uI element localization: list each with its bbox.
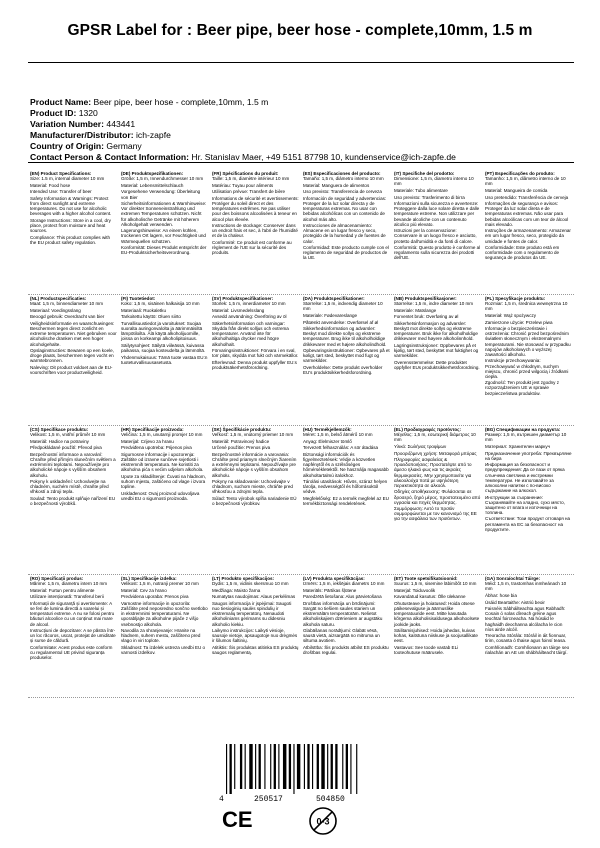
spec-band bbox=[28, 575, 574, 698]
spec-line: Avsedd användning: Överföring av öl bbox=[212, 314, 287, 320]
spec-heading: (EN) Product Specifications: bbox=[30, 171, 92, 176]
spec-band bbox=[28, 426, 574, 575]
spec-line: Dimensione: 1,5 m, diametro interno 10 mm bbox=[394, 176, 474, 187]
spec-line: Instrukcje przechowywania: Przechowywać w chłodnym, suchym miejscu, chronić przed wilgocią i źródłami ciepła. bbox=[485, 358, 569, 379]
ean-barcode bbox=[216, 742, 386, 804]
barcode-bar bbox=[327, 744, 328, 789]
barcode-bar bbox=[240, 744, 242, 789]
spec-line: Materiaali: Ruokaletku bbox=[121, 307, 166, 313]
page-title: GPSR Label for : Beer pipe, beer hose - complete,10mm, 1.5 m bbox=[67, 22, 533, 39]
ce-mark-icon bbox=[222, 806, 254, 830]
spec-line: Storlek: 1,5 m, innerdiameter 10 mm bbox=[212, 301, 286, 307]
spec-line: Matériau: Tuyau pour aliments bbox=[212, 182, 274, 188]
spec-block bbox=[210, 170, 301, 294]
barcode-bar bbox=[249, 744, 252, 789]
spec-line: Material: Furtun pentru alimente bbox=[30, 587, 95, 593]
spec-line: Säilitamisjuhised: Hoida jahedas, kuivas kohas, kaitstuna niiskuse ja soojusallikate eest. bbox=[394, 628, 478, 644]
spec-line: Beoogd gebruik: Overdracht van bier bbox=[30, 314, 105, 320]
product-name-value: Beer pipe, beer hose - complete,10mm, 1.5 m bbox=[93, 97, 269, 107]
spec-line: Materjal: Toiduvoolik bbox=[394, 587, 436, 593]
spec-block bbox=[28, 426, 119, 574]
spec-line: Koko: 1,5 m, sisäinen halkaisija 10 mm bbox=[121, 301, 200, 307]
spec-line: Zamierzone użycie: Przelew piwa bbox=[485, 319, 553, 325]
variation-row bbox=[30, 119, 580, 130]
spec-block bbox=[483, 170, 574, 294]
spec-block bbox=[301, 426, 392, 574]
spec-heading: (HU) Termékjellemzők: bbox=[303, 427, 352, 432]
product-info bbox=[30, 97, 580, 163]
spec-line: Upute za skladištenje: Čuvati na hladnom, suhom mjestu, zaštićeno od vlage i izvora topline. bbox=[121, 474, 206, 490]
spec-heading: (ET) Toote spetsifikatsioonid: bbox=[394, 576, 458, 581]
spec-line: Tárolási utasítások: Hűvös, száraz helyen tárolja, nedvességtől és hőforrásoktól védve. bbox=[303, 479, 388, 495]
spec-line: Uso pretendido: Transferência de cerveja bbox=[485, 194, 569, 200]
spec-block bbox=[483, 295, 574, 425]
spec-line: Conformità: Questo prodotto è conforme al regolamento sulla sicurezza dei prodotti dell'UE. bbox=[394, 245, 481, 261]
spec-line: Material: Mangueira de comida bbox=[485, 187, 548, 193]
spec-line: Instructions de stockage: Conserver dans un endroit frais et sec, à l'abri de l'humidité et de la chaleur. bbox=[212, 223, 298, 239]
spec-line: Instrucțiuni de depozitare: A se păstra într-un loc răcoros, uscat, protejat de umiditate și surse de căldură. bbox=[30, 628, 116, 644]
barcode-bar bbox=[255, 744, 256, 789]
spec-line: Veľkosť: 1,5 m, vnútorný priemer 10 mm bbox=[212, 432, 294, 438]
spec-line: Съответствие: Този продукт отговаря на регламента на ЕС за безопасност на продуктите. bbox=[485, 516, 571, 532]
spec-block bbox=[483, 575, 574, 697]
spec-line: Pokyny k uskladnění: Uchovávejte na chladném, suchém místě, chraňte před vlhkostí a zdroji tepla. bbox=[30, 479, 109, 495]
barcode-digit-left: 4 bbox=[219, 795, 224, 804]
spec-block bbox=[392, 295, 483, 425]
spec-line: Material: Lebensmittelschlauch bbox=[121, 182, 184, 188]
spec-line: Skladnost: Ta izdelek ustreza uredbi EU o varnosti izdelkov. bbox=[121, 645, 206, 656]
spec-block bbox=[119, 575, 210, 697]
country-label: Country of Origin: bbox=[30, 141, 104, 151]
spec-block bbox=[119, 170, 210, 294]
spec-line: Πληροφορίες ασφαλείας & προειδοποιήσεις: Προστατέψτε από το άμεσο ηλιακό φως και τις ακραίες θερμοκρασίες. Μην χρησιμοποιείτε για αλκοολούχα ποτά με υψηλότερη περιεκτικότητα σε αλκοόλ. bbox=[394, 457, 472, 488]
spec-block bbox=[301, 575, 392, 697]
spec-line: Atbilstība: Šis produkts atbilst ES produktu drošības regulai. bbox=[303, 645, 389, 656]
spec-line: Conformité: Ce produit est conforme au règlement de l'UE sur la sécurité des produits. bbox=[212, 240, 292, 256]
spec-heading: (NB) Produktspesifikasjoner: bbox=[394, 296, 457, 301]
barcode-bar bbox=[234, 744, 235, 789]
spec-line: Opslaginstructies: Bewaren op een koele, droge plaats, beschermen tegen vocht en warmtebronnen. bbox=[30, 348, 114, 364]
spec-line: Numatytas naudojimas: Alaus perkėlimas bbox=[212, 594, 296, 600]
spec-line: Maat: 1,5 m, binnendiameter 10 mm bbox=[30, 301, 104, 307]
barcode-bar bbox=[264, 744, 265, 789]
spec-line: Paredzētā lietošana: Alus pārvietošana bbox=[303, 594, 382, 600]
spec-heading: (SL) Specifikacije izdelka: bbox=[121, 576, 177, 581]
spec-line: Påtænkt anvendelse: Overførsel af øl bbox=[303, 319, 379, 325]
barcode-bar bbox=[289, 744, 291, 789]
spec-line: Soulad: Tento produkt splňuje nařízení EU o bezpečnosti výrobků. bbox=[30, 496, 116, 507]
manufacturer-row bbox=[30, 130, 580, 141]
barcode-bar bbox=[274, 744, 276, 789]
spec-block bbox=[119, 295, 210, 425]
spec-line: Suurus: 1,5 m, sisemine läbimõõt 10 mm bbox=[394, 581, 477, 587]
spec-line: Opbevaringsinstruktioner: Opbevares på et køligt, tørt sted, beskyttet mod fugt og varmekilder. bbox=[303, 348, 390, 364]
spec-heading: (NL) Productspecificaties: bbox=[30, 296, 87, 301]
spec-line: Sigurnosne informacije i upozorenja: Zaštitite od izravne sunčeve svjetlosti i ekstremnih temperatura. Ne koristiti za alkoholna pića s većim udjelom alkohola. bbox=[121, 452, 204, 473]
spec-line: Zgodność: Ten produkt jest zgodny z rozporządzeniem UE w sprawie bezpieczeństwa produktów. bbox=[485, 380, 559, 396]
spec-line: Kavandatud kasutus: Õlle ülekanne bbox=[394, 594, 466, 600]
spec-band bbox=[28, 295, 574, 426]
barcode-bar bbox=[356, 744, 357, 794]
spec-block bbox=[119, 426, 210, 574]
spec-line: Material: Food hose bbox=[30, 182, 71, 188]
spec-line: Material: Livsmedelsslang bbox=[212, 307, 265, 313]
spec-heading: (CS) Specifikace produktu: bbox=[30, 427, 89, 432]
spec-line: Biztonsági információk és figyelmeztetések: Védje a közvetlen napfénytől és a szélsőséges hőmérsékletektől. Ne használja magasabb alkoholtartalmú italokhoz. bbox=[303, 452, 389, 478]
barcode-bar bbox=[259, 744, 261, 789]
info-divider bbox=[28, 162, 574, 163]
spec-line: Předpokládané použití: Převod piva bbox=[30, 445, 102, 451]
spec-line: Ohutusteave ja hoiatused: Hoida otsese päikesevalguse ja äärmuslike temperatuuride eest. Mitte kasutada kõrgema alkoholisisaldusega alkohoolsete jookide jaoks. bbox=[394, 601, 480, 627]
barcode-bar bbox=[350, 744, 351, 794]
spec-heading: (DE) Produktspezifikationen: bbox=[121, 171, 184, 176]
spec-line: Dydis: 1,5 m, vidinis skersmuo 10 mm bbox=[212, 581, 289, 587]
product-name-row bbox=[30, 97, 580, 108]
barcode-bar bbox=[245, 744, 246, 789]
barcode-bar bbox=[331, 744, 333, 789]
spec-line: Predviđena upotreba: Prijenos piva bbox=[121, 445, 192, 451]
spec-block bbox=[28, 575, 119, 697]
spec-block bbox=[210, 295, 301, 425]
age-warning-text: 0-3 bbox=[316, 816, 330, 827]
spec-heading: (DA) Produktspecifikationer: bbox=[303, 296, 365, 301]
spec-line: Predvidena uporaba: Prenos piva bbox=[121, 594, 189, 600]
spec-line: Turvallisuustiedot ja varoitukset: Suojaa suoralta auringonvalolta ja äärimmäisiltä lämpötiloilta. Älä käytä alkoholijuomille, joissa on korkeampi alkoholipitoisuus. bbox=[121, 321, 203, 342]
spec-heading: (LT) Produkto specifikacijos: bbox=[212, 576, 275, 581]
spec-line: Materiale: Fødevareslange bbox=[303, 312, 358, 318]
spec-line: Materiał: Wąż spożywczy bbox=[485, 312, 537, 318]
spec-block bbox=[392, 575, 483, 697]
spec-line: Предназначение употреба: Прехвърляне на бира bbox=[485, 450, 572, 461]
age-warning-icon bbox=[308, 806, 338, 836]
spec-line: Vorgesehene Verwendung: Überleitung von Bier bbox=[121, 189, 201, 200]
spec-line: Comhlíonadh: Comhlíonann an táirge seo rialachán an AE um shábháilteacht táirgí. bbox=[485, 645, 570, 656]
spec-line: Materiaal: Voedingsslang bbox=[30, 307, 81, 313]
spec-heading: (GA) Sonraíochtaí Táirge: bbox=[485, 576, 541, 581]
barcode-bar bbox=[335, 744, 337, 789]
spec-line: Sikkerhedsinformation og advarsler: Beskyt mod direkte sollys og ekstreme temperaturer. Brug ikke til alkoholholdige drikkevarer med et højere alkoholindhold. bbox=[303, 326, 387, 347]
spec-line: Istruzioni per la conservazione: Conservare in un luogo fresco e asciutto, protetto dall'umidità e da fonti di calore. bbox=[394, 228, 477, 244]
spec-line: Instruções de armazenamento: Armazenar em um lugar fresco, seco, protegido da umidade e fontes de calor. bbox=[485, 228, 571, 244]
barcode-bar bbox=[283, 744, 286, 789]
spec-line: Информация за безопасност и предупреждения: Да се пази от пряка слънчева светлина и екстремни температури. Не използвайте за алкохолни напитки с по-високо съдържание на алкохол. bbox=[485, 462, 565, 493]
spec-line: Naleving: Dit product voldoet aan de EU-voorschriften voor productveiligheid. bbox=[30, 365, 113, 376]
spec-line: Drošības informācija un brīdinājumi: Sargāt no tiešiem saules stariem un ekstremālām temperatūrām. Nelietot alkoholiskajiem dzērieniem ar augstāku alkohola saturu. bbox=[303, 601, 383, 627]
barcode-bar bbox=[278, 744, 279, 789]
spec-line: Intended Use: Transfer of beer bbox=[30, 189, 92, 195]
barcode-digits-right: 504850 bbox=[316, 795, 345, 804]
spec-line: Tervezett felhasználás: A sör átadása bbox=[303, 445, 379, 451]
spec-block bbox=[392, 170, 483, 294]
spec-heading: (EL) Προδιαγραφές προϊόντος: bbox=[394, 427, 462, 432]
barcode-bar bbox=[307, 744, 309, 789]
manufacturer-label: Manufacturer/Distributor: bbox=[30, 130, 134, 140]
spec-line: Conformidad: Este producto cumple con el reglamento de seguridad de productos de la UE. bbox=[303, 245, 389, 261]
spec-block bbox=[28, 170, 119, 294]
spec-line: Größe: 1,5 m, Innendurchmesser 10 mm bbox=[121, 176, 204, 182]
spec-line: Bezpečnostní informace a varování: Chraňte před přímým slunečním světlem a extrémními teplotami. Nepoužívejte pro alkoholické nápoje s vyšším obsahem alkoholu. bbox=[30, 452, 116, 478]
spec-heading: (HR) Specifikacije proizvoda: bbox=[121, 427, 184, 432]
spec-line: Materijal: Crijevo za hranu bbox=[121, 438, 174, 444]
spec-line: Forventet bruk: Overføring av øl bbox=[394, 314, 459, 320]
country-value: Germany bbox=[106, 141, 142, 151]
spec-line: Varnostne informacije in opozorila: Zaščitite pred neposredno sončno svetlobo in ekstremnimi temperaturami. Ne uporabljajte za alkoholne pijače z višjo vsebnostjo alkohola. bbox=[121, 601, 208, 627]
spec-line: Súlad: Tento výrobok spĺňa nariadenie EÚ o bezpečnosti výrobkov. bbox=[212, 496, 297, 507]
spec-line: Sikkerhetsinformasjon og advarsler: Beskytt mot direkte sollys og ekstreme temperaturer. Bruk ikke for alkoholholdige drikkevarer med høyere alkoholinnhold. bbox=[394, 321, 478, 342]
spec-line: Οδηγίες αποθήκευσης: Φυλάσσεται σε δροσερό, ξηρό μέρος, προστατευμένο από υγρασία και πηγές θερμότητας. bbox=[394, 489, 481, 505]
spec-line: Medžiaga: Maisto žarna bbox=[212, 587, 261, 593]
product-id-label: Product ID: bbox=[30, 108, 77, 118]
barcode-bar bbox=[312, 744, 313, 789]
barcode-bar bbox=[304, 744, 305, 789]
barcode-bar bbox=[317, 744, 319, 789]
spec-line: Efterlevnad: Denna produkt uppfyller EU:s produktsäkerhetsförordning. bbox=[212, 360, 297, 371]
spec-line: Méret: 1,5 m, belső átmérő 10 mm bbox=[303, 432, 373, 438]
spec-heading: (PT) Especificações do produto: bbox=[485, 171, 555, 176]
spec-heading: (SK) Špecifikácie produktu: bbox=[212, 427, 272, 432]
manufacturer-value: ich-zapfe bbox=[136, 130, 171, 140]
spec-line: Saugos informacija ir įspėjimai: Saugoti nuo tiesioginių saulės spindulių ir ekstremalių temperatūrų. Nenaudoti alkoholiniams gėrimams su didesniu alkoholio kiekiu. bbox=[212, 601, 292, 627]
spec-line: Προοριζόμενη χρήση: Μεταφορά μπύρας bbox=[394, 450, 477, 456]
spec-line: Инструкции за съхранение: Съхранявайте на хладно, сухо място, защитено от влага и източници на топлина. bbox=[485, 494, 565, 515]
spec-heading: (LV) Produkta specifikācijas: bbox=[303, 576, 365, 581]
spec-line: Úsáid Beartaithe: Aistriú beoir bbox=[485, 599, 545, 605]
spec-line: Размер: 1,5 m, вътрешен диаметър 10 mm bbox=[485, 432, 567, 443]
spec-line: Konformität: Dieses Produkt entspricht der EU-Produktsicherheitsverordnung. bbox=[121, 245, 207, 256]
spec-line: Utilisation prévue: Transfert de bière bbox=[212, 189, 286, 195]
spec-line: Materiál: Hadice na potraviny bbox=[30, 438, 89, 444]
spec-line: Pokyny na skladovanie: Uchovávajte v chladnom, suchom mieste, chráňte pred vlhkosťou a zdrojmi tepla. bbox=[212, 479, 293, 495]
barcode-bar bbox=[346, 744, 348, 789]
spec-line: Izmērs: 1,5 m, iekšējais diametrs 10 mm bbox=[303, 581, 385, 587]
spec-block bbox=[301, 170, 392, 294]
spec-line: Mărime: 1,5 m, diametru intern 10 mm bbox=[30, 581, 108, 587]
spec-line: Atitiktis: Šis produktas atitinka ES produktų saugos reglamentą. bbox=[212, 645, 299, 656]
spec-line: Bezpečnostné informácie a varovania: Chráňte pred priamym slnečným žiarením a extrémnymi teplotami. Nepoužívajte pre alkoholické nápoje s vyšším obsahom alkoholu. bbox=[212, 452, 297, 478]
spec-line: Velikost: 1,5 m, vnitřní průměr 10 mm bbox=[30, 432, 106, 438]
spec-line: Velikost: 1,5 m, notranji premer 10 mm bbox=[121, 581, 199, 587]
spec-line: Förvaringsinstruktioner: Förvara i en sval, torr plats, skydda mot fukt och värmekällor. bbox=[212, 348, 299, 359]
spec-line: Sicherheitsinformationen & Warnhinweise: Vor direkter Sonneneinstrahlung und extremen Temperaturen schützen. Nicht für alkoholische Getränke mit höherem Alkoholgehalt verwenden. bbox=[121, 201, 207, 227]
spec-line: Información de seguridad y advertencias: Proteger de la luz solar directa y de temperaturas extremas. No usar con bebidas alcohólicas con un contenido de alcohol más alto. bbox=[303, 196, 387, 222]
contact-value: Hr. Stanislav Maer, +49 5151 87798 10, kundenservice@ich-zapfe.de bbox=[191, 152, 456, 162]
spec-line: Lagerungshinweise: An einem kühlen, trockenen Ort lagern, vor Feuchtigkeit und Wärmequellen schützen. bbox=[121, 228, 206, 244]
spec-line: Materiál: Potravinový hadice bbox=[212, 438, 270, 444]
product-id-value: 1320 bbox=[78, 108, 98, 118]
spec-line: Material: Manguera de alimentos bbox=[303, 182, 370, 188]
variation-label: Variation Number: bbox=[30, 119, 105, 129]
spec-line: Informacje o bezpieczeństwie i ostrzeżenia: Chronić przed bezpośrednim światłem słonecznym i ekstremalnymi temperaturami. Nie stosować w przypadku napojów alkoholowych o wyższej zawartości alkoholu. bbox=[485, 326, 571, 357]
ce-mark-text: CE bbox=[222, 807, 253, 830]
spec-line: Overholdelse: Dette produkt overholder EU's produktsikkerhedsforordning. bbox=[303, 365, 383, 376]
spec-heading: (PL) Specyfikacje produktu: bbox=[485, 296, 546, 301]
country-row bbox=[30, 141, 580, 152]
barcode-bar bbox=[230, 744, 232, 794]
spec-heading: (ES) Especificaciones del producto: bbox=[303, 171, 381, 176]
spec-line: Säilytysohjeet: Säilytä viileässä, kuivassa paikassa, suojaa kosteudelta ja lämmöltä. bbox=[121, 343, 206, 354]
spec-line: Size: 1.5 m, internal diameter 10 mm bbox=[30, 176, 105, 182]
spec-line: Материал: Хранителен маркуч bbox=[485, 443, 550, 449]
spec-line: Utilizare intenționată: Transferul berii bbox=[30, 594, 104, 600]
variation-value: 443441 bbox=[106, 119, 136, 129]
spec-heading: (SV) Produktspecifikationer: bbox=[212, 296, 274, 301]
spec-line: Informations de sécurité et avertissements: Protéger du soleil direct et des températures extrêmes. Ne pas utiliser pour des boissons alcoolisées à teneur en alcool plus élevée. bbox=[212, 196, 299, 222]
spec-line: Lagringsinstruksjoner: Oppbevares på et kjølig, tørt sted, beskyttet mot fuktighet og varmekilder. bbox=[394, 343, 479, 359]
spec-line: Μέγεθος: 1,5 m, εσωτερική διάμετρος 10 mm bbox=[394, 432, 476, 443]
barcode-bar bbox=[342, 744, 343, 789]
spec-line: Materiāls: Pārtikas šļūtene bbox=[303, 587, 357, 593]
spec-line: Tamanho: 1,5 m, diâmetro interno de 10 mm bbox=[485, 176, 566, 187]
product-id-row bbox=[30, 108, 580, 119]
product-name-label: Product Name: bbox=[30, 97, 92, 107]
spec-block bbox=[28, 295, 119, 425]
spec-line: Méid: 1,5 m, trastomhas inmheánach 10 mm bbox=[485, 581, 567, 592]
barcode-bar bbox=[321, 744, 324, 789]
spec-heading: (RO) Specificații produs: bbox=[30, 576, 84, 581]
spec-line: Usklađenost: Ovaj proizvod udovoljava uredbi EU o sigurnosti proizvoda. bbox=[121, 491, 200, 502]
spec-line: Safety Information & Warnings: Protect from direct sunlight and extreme temperatures. Do not use for alcoholic beverages with a higher alcohol content. bbox=[30, 196, 112, 217]
spec-line: Uso previsto: Transferencia de cerveza bbox=[303, 189, 382, 195]
spec-line: Säkerhetsinformation och varningar: Skydda från direkt solljus och extrema temperaturer. Använd inte för alkoholhaltiga drycker med högre alkoholhalt. bbox=[212, 321, 289, 347]
spec-line: Yhdenmukaisuus: Tämä tuote vastaa EU:n tuoteturvallisuusasetusta. bbox=[121, 354, 208, 365]
spec-block bbox=[210, 426, 301, 574]
spec-line: Treoracha Stórála: Stóráil in áit fionnuar, tirim, cosanta ó thaise agus foinsí teasa. bbox=[485, 633, 567, 644]
spec-line: Veiligheidsinformatie en waarschuwingen: Beschermen tegen direct zonlicht en extreme temperaturen. Niet gebruiken voor alcoholische dranken met een hoger alcoholgehalte. bbox=[30, 321, 117, 347]
spec-heading: (FI) Tuotetiedot: bbox=[121, 296, 156, 301]
spec-line: Veličina: 1,5 m, unutarnji promjer 10 mm bbox=[121, 432, 203, 438]
spec-line: Glabāšanas norādījumi: Glabāt vēsā, sausā vietā, aizsargātā no mitruma un siltuma avotiem. bbox=[303, 628, 380, 644]
spec-line: Anyag: Élelmiszer tömlő bbox=[303, 438, 352, 444]
spec-line: Vastavus: See toode vastab ELi tooteohutuse määrusele. bbox=[394, 645, 459, 656]
spec-block bbox=[392, 426, 483, 574]
language-spec-grid bbox=[28, 170, 574, 698]
barcode-bar bbox=[270, 744, 271, 789]
spec-line: Tamaño: 1,5 m, diámetro interno 10 mm bbox=[303, 176, 384, 182]
spec-line: Faisnéis Sábháilteachta agus Rabhadh: Cosain ó solas díreach gréine agus teochtaí foircneacha. Ná húsáid le haghaidh deochanna alcólacha le cion níos airde alcóil. bbox=[485, 606, 566, 632]
spec-line: Navodila za shranjevanje: Hranite na hladnem, suhem mestu, zaščiteno pred vlago in viri toplote. bbox=[121, 628, 201, 644]
spec-line: Megfelelőség: Ez a termék megfelel az EU termékbiztonsági rendeletének. bbox=[303, 496, 389, 507]
spec-line: Υλικό: Σωλήνας τροφίμων bbox=[394, 443, 447, 449]
spec-line: Ábhar: hose bia bbox=[485, 592, 517, 598]
spec-line: Určené použitie: Prenos piva bbox=[212, 445, 271, 451]
spec-line: Overensstemmelse: Dette produktet oppfyller EUs produktsikkerhetsforordning. bbox=[394, 360, 480, 371]
spec-line: Material: Cev za hrano bbox=[121, 587, 167, 593]
spec-line: Storage Instructions: Store in a cool, dry place, protect from moisture and heat sources. bbox=[30, 218, 111, 234]
barcode-bar bbox=[293, 744, 294, 794]
spec-line: Rozmiar: 1,5 m, średnica wewnętrzna 10 mm bbox=[485, 301, 568, 312]
spec-line: Laikymo instrukcijos: Laikyti vėsioje, sausoje vietoje, apsaugotoje nuo drėgmės ir šilumos šaltinių. bbox=[212, 628, 298, 644]
contact-label: Contact Person & Contact Information: bbox=[30, 152, 189, 162]
spec-line: Informazioni sulla sicurezza e avvertenze: Proteggere dalla luce solare diretta e dalle temperature estreme. Non utilizzare per bevande alcoliche con un contenuto alcolico più elevato. bbox=[394, 201, 480, 227]
spec-line: Conformidade: Este produto está em conformidade com o regulamento de segurança de produtos da UE. bbox=[485, 245, 560, 261]
spec-line: Informații de siguranță și avertismente: A se feri de lumina directă a soarelui și temperaturi extreme. A nu se folosi pentru băuturi alcoolice cu un conținut mai mare de alcool. bbox=[30, 601, 115, 627]
spec-line: Informações de segurança e avisos: Proteger da luz solar direta e de temperaturas extremas. Não usar para bebidas alcoólicas com um teor de álcool mais elevado. bbox=[485, 201, 569, 227]
barcode-digits-mid: 250517 bbox=[254, 795, 283, 804]
barcode-bar bbox=[297, 744, 300, 789]
spec-line: Συμμόρφωση: Αυτό το προϊόν συμμορφώνεται με τον κανονισμό της ΕΕ για την ασφάλεια των προϊόντων. bbox=[394, 506, 477, 522]
barcode-bar bbox=[226, 744, 227, 794]
spec-line: Taille: 1,5 m, diamètre intérieur 10 mm bbox=[212, 176, 290, 182]
spec-heading: (IT) Specifiche del prodotto: bbox=[394, 171, 455, 176]
spec-heading: (FR) Spécifications du produit: bbox=[212, 171, 279, 176]
spec-line: Instrucciones de almacenamiento: Almacene en un lugar fresco y seco, protegido de la humedad y de fuentes de calor. bbox=[303, 223, 386, 244]
spec-line: Conformitate: Acest produs este conform cu regulamentul UE privind siguranța produselor. bbox=[30, 645, 113, 661]
top-divider bbox=[28, 62, 574, 63]
spec-block bbox=[483, 426, 574, 574]
spec-line: Materiale: Matslange bbox=[394, 307, 437, 313]
spec-line: Compliance: This product complies with the EU product safety regulation. bbox=[30, 235, 111, 246]
spec-line: Størrelse: 1,5 m, indvendig diameter 10 mm bbox=[303, 301, 383, 312]
spec-heading: (BG) Спецификации на продукта: bbox=[485, 427, 561, 432]
spec-line: Uso previsto: Trasferimento di birra bbox=[394, 194, 465, 200]
spec-block bbox=[210, 575, 301, 697]
spec-line: Størrelse: 1,5 m, indre diameter 10 mm bbox=[394, 301, 474, 307]
spec-line: Tarkoitettu käyttö: Oluen siirto bbox=[121, 314, 181, 320]
spec-band bbox=[28, 170, 574, 295]
spec-block bbox=[301, 295, 392, 425]
spec-line: Materiale: Tubo alimentare bbox=[394, 187, 448, 193]
